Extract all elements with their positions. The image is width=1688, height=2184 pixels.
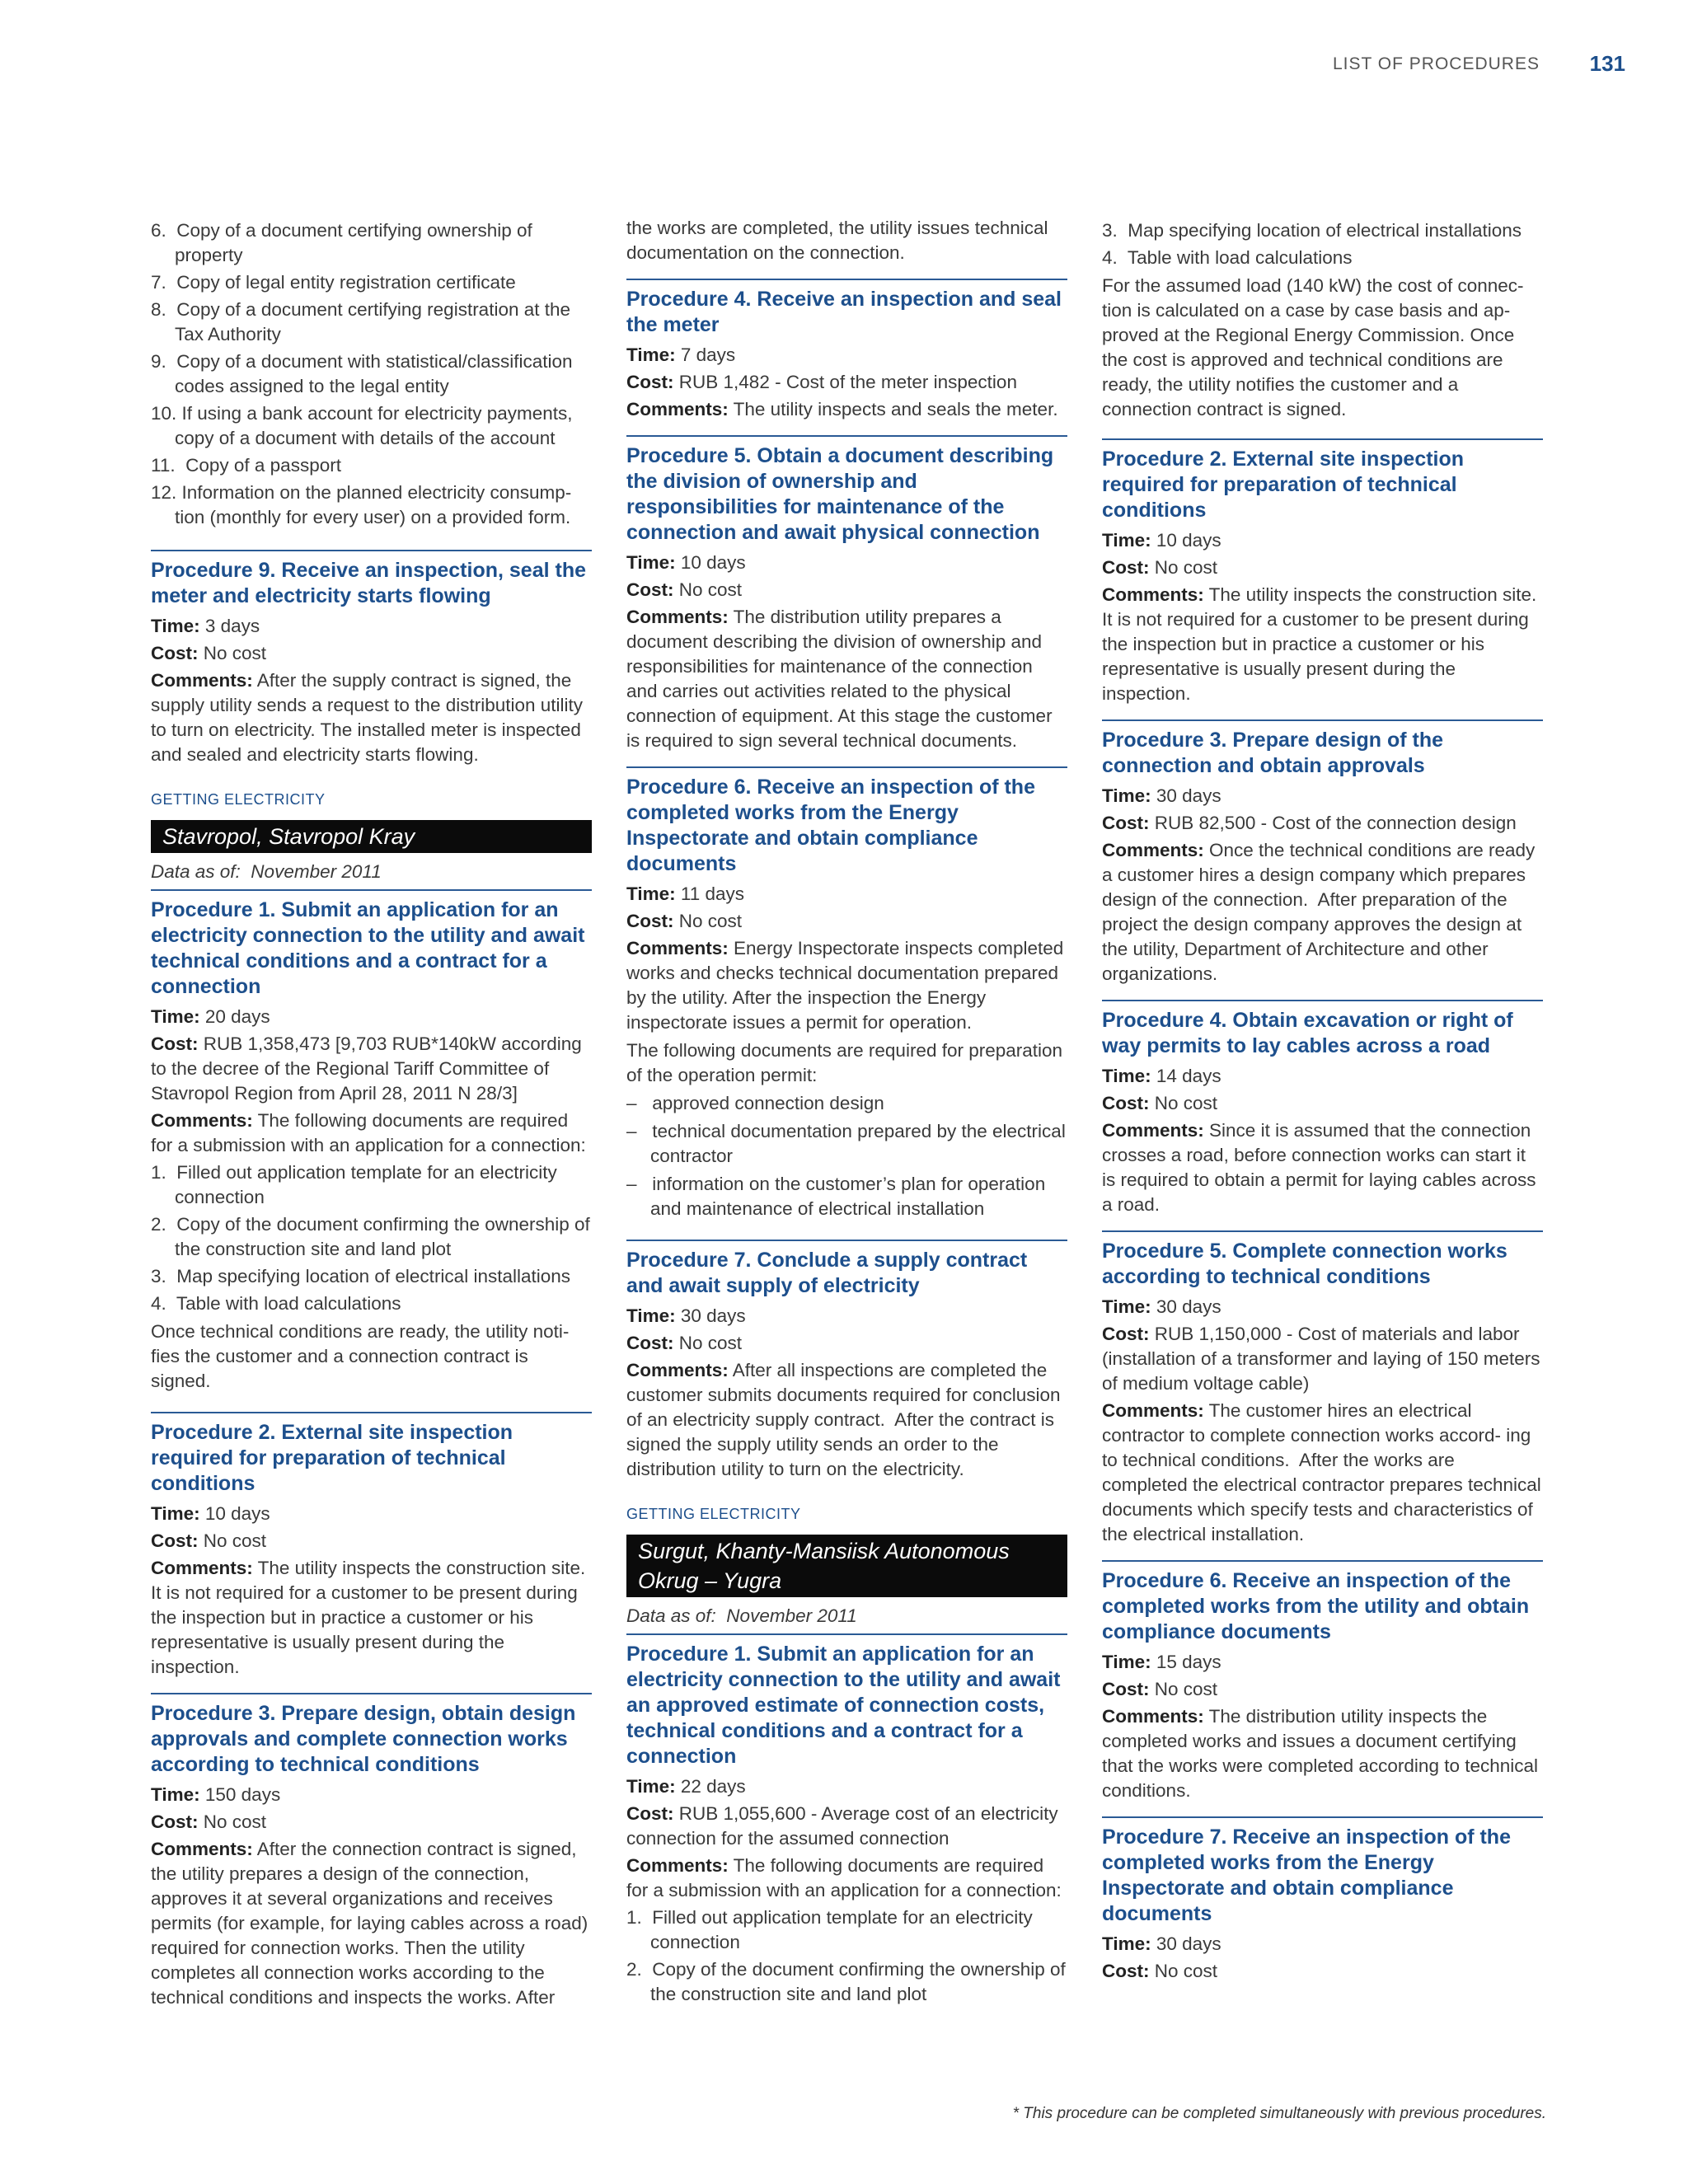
procedure-title: Procedure 7. Conclude a supply contract and await supply of electricity — [626, 1249, 1028, 1297]
time-value: 14 days — [1156, 1066, 1221, 1086]
cost-label: Cost: — [151, 1811, 199, 1832]
time-label: Time: — [626, 1776, 676, 1797]
list-item: 10. If using a bank account for electricity payments, copy of a document with details of the account — [151, 403, 573, 448]
comments-label: Comments: — [1102, 1706, 1204, 1727]
time-label: Time: — [1102, 1652, 1151, 1672]
data-as-of: Data as of: November 2011 — [626, 1605, 857, 1626]
comments-text: The following documents are required for a submission with an application for a connection: — [151, 1110, 586, 1155]
cost-value: RUB 1,482 - Cost of the meter inspection — [678, 372, 1017, 392]
procedure-title: Procedure 1. Submit an application for an electricity connection to the utility and await technical conditions and a contract for a connection — [151, 898, 585, 998]
procedure-title: Procedure 6. Receive an inspection of the completed works from the utility and obtain compliance documents — [1102, 1569, 1530, 1643]
cost-label: Cost: — [626, 372, 674, 392]
time-label: Time: — [151, 616, 200, 636]
list-item: 9. Copy of a document with statistical/classification codes assigned to the legal entity — [151, 351, 573, 396]
procedure-4 — [1102, 1000, 1543, 1217]
time-value: 11 days — [680, 883, 745, 904]
column-1 — [151, 216, 592, 2013]
cost-label: Cost: — [1102, 1093, 1150, 1113]
time-value: 15 days — [1156, 1652, 1221, 1672]
procedure-6 — [1102, 1560, 1543, 1803]
time-value: 30 days — [1156, 785, 1221, 806]
section-label: GETTING ELECTRICITY — [626, 1506, 801, 1522]
comments-text: Once the technical conditions are ready a customer hires a design company which prepares design of the connection. After preparation of the project the design company approves the design at the utility, Department of Architecture and other organizations. — [1102, 840, 1536, 984]
cost-value: RUB 1,358,473 [9,703 RUB*140kW according to the decree of the Regional Tariff Committee of Stavropol Region from April 28, 2011 N 28/3] — [151, 1033, 582, 1104]
list-item: 2. Copy of the document confirming the ownership of the construction site and land plot — [626, 1959, 1066, 2004]
comments-text: The distribution utility prepares a document describing the division of ownership and responsibilities for maintenance of the connection and carries out activities related to the physical connection of equipment. At this stage the customer is required to sign several technical documents. — [626, 607, 1053, 751]
footnote: * This procedure can be completed simultaneously with previous procedures. — [1012, 2105, 1546, 2122]
cost-value: No cost — [203, 1811, 267, 1832]
comments-label: Comments: — [626, 607, 729, 627]
procedure-3 — [1102, 719, 1543, 987]
document-list — [626, 1091, 1067, 1221]
time-value: 30 days — [1156, 1296, 1221, 1317]
cost-value: No cost — [678, 1333, 743, 1353]
comments-text: The customer hires an electrical contractor to complete connection works accord- ing to technical conditions. After the works are completed the electrical contractor prepares technical documents which specify tests and characteristics of the electrical installation. — [1102, 1400, 1541, 1544]
procedure-title: Procedure 7. Receive an inspection of the completed works from the Energy Inspectorate and obtain compliance documents — [1102, 1825, 1511, 1925]
cost-label: Cost: — [151, 1530, 199, 1551]
cost-value: RUB 1,150,000 - Cost of materials and labor (installation of a transformer and laying of 150 meters of medium voltage cable) — [1102, 1324, 1540, 1394]
cost-value: No cost — [1154, 1679, 1218, 1699]
time-value: 22 days — [680, 1776, 746, 1797]
time-value: 7 days — [680, 344, 736, 365]
comments-label: Comments: — [1102, 584, 1204, 605]
time-label: Time: — [1102, 1933, 1151, 1954]
paragraph: The following documents are required for preparation of the operation permit: — [626, 1040, 1063, 1085]
list-item: 11. Copy of a passport — [151, 455, 341, 476]
cost-value: No cost — [1154, 557, 1218, 578]
comments-text: Energy Inspectorate inspects completed works and checks technical documentation prepared by the utility. After the inspection the Energy inspectorate issues a permit for operation. — [626, 938, 1064, 1033]
cost-value: RUB 1,055,600 - Average cost of an electricity connection for the assumed connection — [626, 1803, 1058, 1849]
cost-label: Cost: — [1102, 813, 1150, 833]
cost-label: Cost: — [151, 1033, 199, 1054]
procedure-title: Procedure 3. Prepare design, obtain design approvals and complete connection works according to technical conditions — [151, 1702, 576, 1776]
list-item: – approved connection design — [626, 1093, 884, 1113]
city-banner: Surgut, Khanty-Mansiisk Autonomous Okrug – Yugra — [626, 1535, 1067, 1597]
procedure-6 — [626, 766, 1067, 1221]
time-label: Time: — [626, 552, 676, 573]
list-item: 12. Information on the planned electricity consump- tion (monthly for every user) on a provided form. — [151, 482, 572, 527]
procedure-1 — [151, 889, 592, 1394]
column-3 — [1102, 216, 1543, 1986]
cost-label: Cost: — [626, 1333, 674, 1353]
cost-label: Cost: — [626, 1803, 674, 1824]
procedure-title: Procedure 6. Receive an inspection of the completed works from the Energy Inspectorate and obtain compliance documents — [626, 776, 1035, 875]
column-2 — [626, 216, 1067, 2009]
cost-value: No cost — [678, 911, 743, 931]
comments-label: Comments: — [151, 1558, 253, 1578]
paragraph: Once technical conditions are ready, the utility noti- fies the customer and a connection contract is signed. — [151, 1321, 570, 1391]
comments-label: Comments: — [1102, 1120, 1204, 1141]
comments-label: Comments: — [626, 938, 729, 958]
document-list — [151, 218, 592, 530]
document-list — [626, 1905, 1067, 2007]
list-item: 1. Filled out application template for an electricity connection — [151, 1162, 557, 1207]
section-label: GETTING ELECTRICITY — [151, 791, 326, 808]
procedure-5 — [626, 435, 1067, 753]
procedure-title: Procedure 5. Obtain a document describing the division of ownership and responsibilities for maintenance of the connection and await physical connection — [626, 444, 1054, 544]
cost-label: Cost: — [626, 911, 674, 931]
time-label: Time: — [1102, 785, 1151, 806]
procedure-2 — [151, 1412, 592, 1680]
time-value: 3 days — [204, 616, 260, 636]
procedure-title: Procedure 2. External site inspection required for preparation of technical conditions — [151, 1421, 513, 1495]
city-banner: Stavropol, Stavropol Kray — [151, 820, 592, 853]
cost-value: RUB 82,500 - Cost of the connection design — [1154, 813, 1517, 833]
cost-label: Cost: — [1102, 1961, 1150, 1981]
comments-text: After the connection contract is signed, the utility prepares a design of the connection, approves it at several organizations and receives permits (for example, for laying cables across a road) required for connection works. Then the utility completes all connection works according to the technical conditions and inspects the works. After — [151, 1839, 588, 2008]
list-item: 1. Filled out application template for an electricity connection — [626, 1907, 1033, 1952]
data-as-of: Data as of: November 2011 — [151, 861, 382, 882]
procedure-7 — [626, 1240, 1067, 1482]
cost-label: Cost: — [1102, 1679, 1150, 1699]
time-label: Time: — [151, 1784, 200, 1805]
time-label: Time: — [1102, 1066, 1151, 1086]
page-number: 131 — [1589, 51, 1625, 76]
procedure-title: Procedure 3. Prepare design of the connection and obtain approvals — [1102, 729, 1444, 777]
comments-text: Since it is assumed that the connection crosses a road, before connection works can start it is required to obtain a permit for laying cables across a road. — [1102, 1120, 1536, 1215]
comments-text: The following documents are required for a submission with an application for a connection: — [626, 1855, 1062, 1900]
document-list — [1102, 218, 1543, 270]
list-item: – information on the customer’s plan for operation and maintenance of electrical installation — [626, 1174, 1046, 1219]
cost-value: No cost — [1154, 1961, 1218, 1981]
comments-text: After all inspections are completed the customer submits documents required for conclusion of an electricity supply contract. After the contract is signed the supply utility sends an order to the distribution utility to turn on the electricity. — [626, 1360, 1061, 1479]
procedure-title: Procedure 4. Receive an inspection and seal the meter — [626, 288, 1062, 336]
time-value: 30 days — [1156, 1933, 1221, 1954]
cost-value: No cost — [203, 643, 267, 663]
procedure-3 — [151, 1693, 592, 2010]
procedure-title: Procedure 9. Receive an inspection, seal the meter and electricity starts flowing — [151, 559, 586, 607]
procedure-4 — [626, 279, 1067, 422]
procedure-7 — [1102, 1816, 1543, 1984]
time-label: Time: — [626, 1305, 676, 1326]
time-value: 10 days — [204, 1503, 270, 1524]
procedure-title: Procedure 2. External site inspection required for preparation of technical conditions — [1102, 448, 1465, 522]
comments-label: Comments: — [626, 399, 729, 419]
list-item: 2. Copy of the document confirming the ownership of the construction site and land plot — [151, 1214, 590, 1259]
comments-label: Comments: — [151, 1839, 253, 1859]
paragraph: For the assumed load (140 kW) the cost of connec- tion is calculated on a case by case basis and ap- proved at the Regional Energy Commission. Once the cost is approved and technical conditions are ready, the utility notifies the customer and a connection contract is signed. — [1102, 275, 1524, 419]
comments-text: The distribution utility inspects the completed works and issues a document certifying that the works were completed according to technical conditions. — [1102, 1706, 1539, 1801]
comments-label: Comments: — [151, 1110, 253, 1131]
procedure-1 — [626, 1633, 1067, 2007]
time-value: 10 days — [680, 552, 746, 573]
time-label: Time: — [626, 883, 676, 904]
list-item: 6. Copy of a document certifying ownership of property — [151, 220, 532, 265]
procedure-5 — [1102, 1230, 1543, 1547]
procedure-title: Procedure 5. Complete connection works according to technical conditions — [1102, 1240, 1507, 1288]
comments-label: Comments: — [151, 670, 253, 691]
cost-value: No cost — [678, 579, 743, 600]
cost-label: Cost: — [626, 579, 674, 600]
time-value: 10 days — [1156, 530, 1221, 551]
time-value: 30 days — [680, 1305, 746, 1326]
list-item: 7. Copy of legal entity registration certificate — [151, 272, 516, 293]
time-label: Time: — [151, 1503, 200, 1524]
list-item: 3. Map specifying location of electrical installations — [151, 1266, 571, 1286]
time-label: Time: — [1102, 1296, 1151, 1317]
cost-value: No cost — [1154, 1093, 1218, 1113]
time-label: Time: — [151, 1006, 200, 1027]
list-item: 4. Table with load calculations — [151, 1293, 401, 1314]
procedure-title: Procedure 4. Obtain excavation or right of way permits to lay cables across a road — [1102, 1009, 1513, 1057]
comments-label: Comments: — [626, 1855, 729, 1876]
procedure-title: Procedure 1. Submit an application for an electricity connection to the utility and await an approved estimate of connection costs, technical conditions and a contract for a connection — [626, 1643, 1061, 1768]
cost-label: Cost: — [151, 643, 199, 663]
time-label: Time: — [1102, 530, 1151, 551]
list-item: 8. Copy of a document certifying registration at the Tax Authority — [151, 299, 571, 344]
procedure-2 — [1102, 438, 1543, 706]
paragraph: the works are completed, the utility issues technical documentation on the connection. — [626, 218, 1048, 263]
time-value: 20 days — [204, 1006, 270, 1027]
comments-text: After the supply contract is signed, the supply utility sends a request to the distribution utility to turn on electricity. The installed meter is inspected and sealed and electricity starts flowing. — [151, 670, 584, 765]
time-value: 150 days — [204, 1784, 281, 1805]
comments-label: Comments: — [1102, 1400, 1204, 1421]
list-item: 4. Table with load calculations — [1102, 247, 1353, 268]
cost-label: Cost: — [1102, 1324, 1150, 1344]
comments-text: The utility inspects and seals the meter. — [733, 399, 1058, 419]
list-item: 3. Map specifying location of electrical installations — [1102, 220, 1522, 241]
comments-label: Comments: — [626, 1360, 729, 1380]
running-header: LIST OF PROCEDURES — [1333, 54, 1540, 73]
comments-text: The utility inspects the construction site. It is not required for a customer to be present during the inspection but in practice a customer or his representative is usually present during the inspection. — [1102, 584, 1537, 704]
procedure-9 — [151, 550, 592, 767]
time-label: Time: — [626, 344, 676, 365]
document-list — [151, 1160, 592, 1316]
cost-label: Cost: — [1102, 557, 1150, 578]
comments-text: The utility inspects the construction site. It is not required for a customer to be present during the inspection but in practice a customer or his representative is usually present during the inspection. — [151, 1558, 586, 1677]
cost-value: No cost — [203, 1530, 267, 1551]
list-item: – technical documentation prepared by the electrical contractor — [626, 1121, 1066, 1166]
comments-label: Comments: — [1102, 840, 1204, 860]
